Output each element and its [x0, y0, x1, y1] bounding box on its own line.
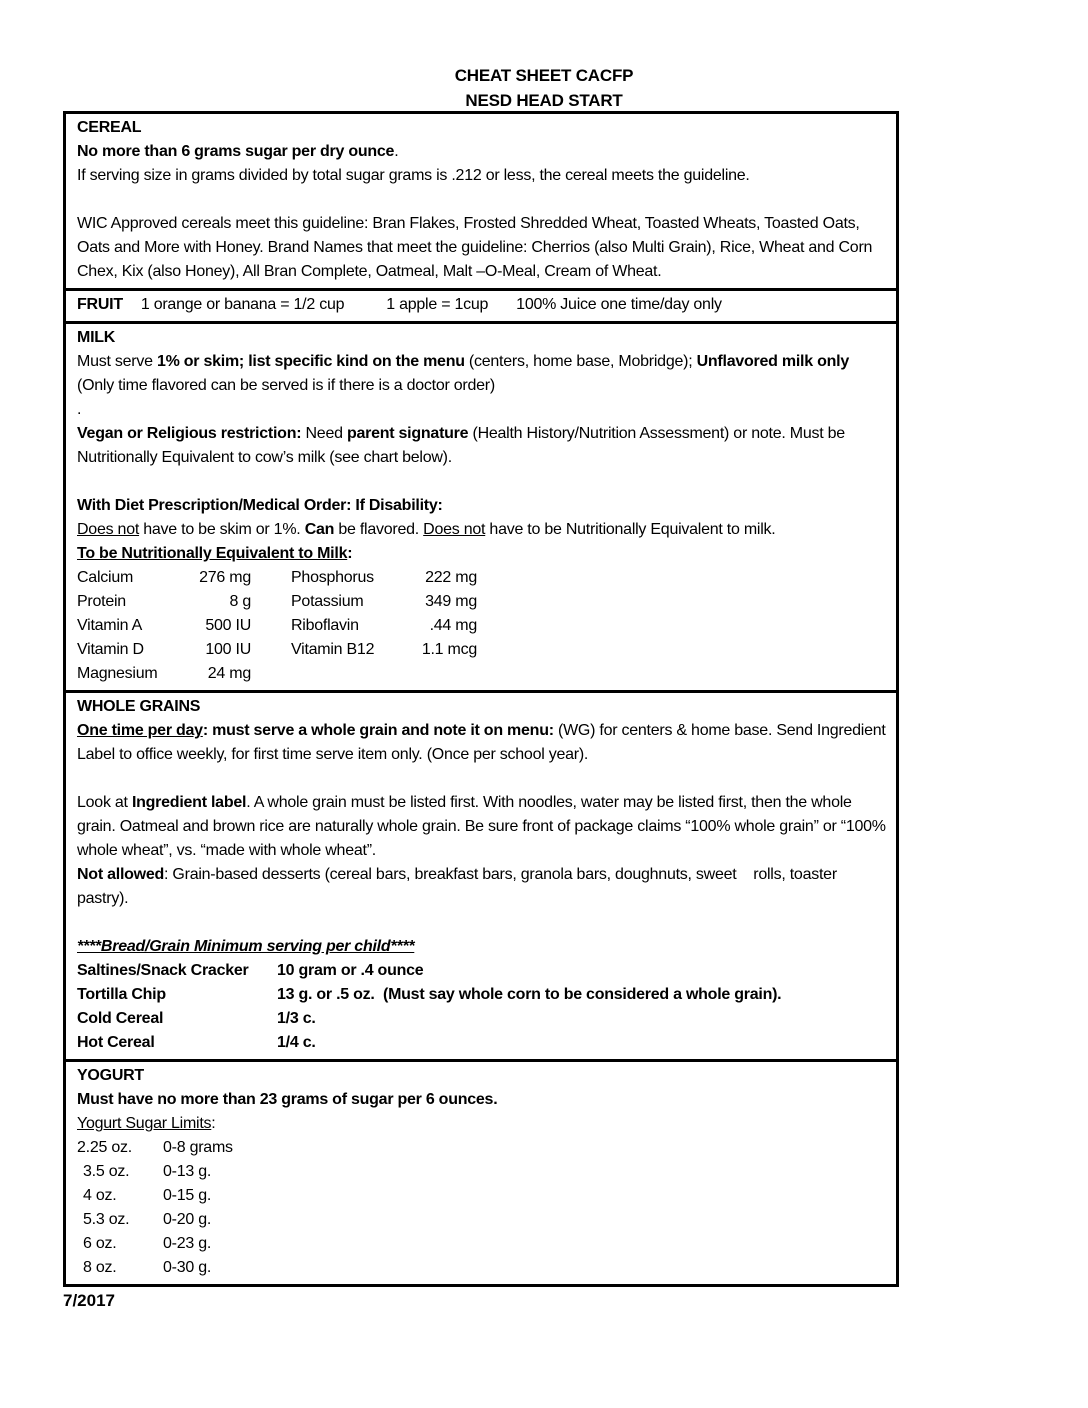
nutrient-name: Protein	[77, 593, 126, 610]
table-row	[77, 638, 886, 662]
table-row	[77, 983, 886, 1007]
heading-text: To be Nutritionally Equivalent to Milk	[77, 545, 348, 562]
yogurt-grams: 0-20 g.	[163, 1211, 212, 1228]
text-run: : must serve a whole grain and note it on menu:	[202, 722, 554, 739]
whole-grains-daily-rule	[77, 719, 890, 767]
heading-text: MILK	[77, 329, 116, 346]
nutrient-table	[77, 566, 886, 686]
serving-amount: 13 g. or .5 oz. (Must say whole corn to be considered a whole grain).	[277, 986, 782, 1003]
text-run: Need	[301, 425, 347, 442]
text-run: have to be Nutritionally Equivalent to milk.	[485, 521, 776, 538]
text-run: Must serve	[77, 353, 157, 370]
nutrient-name: Riboflavin	[291, 617, 359, 634]
yogurt-size: 6 oz.	[83, 1235, 117, 1252]
blank-line	[77, 188, 886, 212]
text-run: :	[211, 1115, 216, 1132]
yogurt-size: 5.3 oz.	[83, 1211, 130, 1228]
table-row	[77, 1232, 886, 1256]
title-line-2: NESD HEAD START	[465, 91, 623, 110]
nutrient-name: Phosphorus	[291, 569, 374, 586]
yogurt-limits-table	[77, 1136, 886, 1280]
section-milk	[66, 324, 896, 693]
table-row	[77, 1184, 886, 1208]
text-run: (Only time flavored can be served is if there is a doctor order)	[77, 353, 854, 394]
table-row	[77, 1160, 886, 1184]
heading-text: Yogurt Sugar Limits	[77, 1115, 212, 1132]
nutrient-value: 349 mg	[425, 593, 477, 610]
nutrient-value: 222 mg	[425, 569, 477, 586]
fruit-row	[77, 293, 886, 317]
text-run: Does not	[423, 521, 486, 538]
milk-diet-heading	[77, 494, 886, 518]
milk-equivalent-heading	[77, 542, 886, 566]
bread-grain-serving-table	[77, 959, 886, 1055]
bread-grain-heading	[77, 935, 886, 959]
text-run: (centers, home base, Mobridge);	[464, 353, 697, 370]
yogurt-limits-heading	[77, 1112, 886, 1136]
text-run: : Grain-based desserts (cereal bars, breakfast bars, granola bars, doughnuts, sweet rolls, toaster pastry).	[77, 866, 842, 907]
table-row	[77, 1256, 886, 1280]
table-row	[77, 662, 886, 686]
nutrient-value: 276 mg	[199, 569, 251, 586]
yogurt-grams: 0-30 g.	[163, 1259, 212, 1276]
cheat-sheet-table	[63, 111, 899, 1287]
heading-text: CEREAL	[77, 119, 142, 136]
nutrient-value	[411, 662, 477, 686]
text-run: Does not	[77, 521, 140, 538]
nutrient-name: Vitamin B12	[291, 641, 375, 658]
text-run: 1% or skim; list specific kind on the menu	[156, 353, 465, 370]
text-run: Must have no more than 23 grams of sugar per 6 ounces.	[77, 1091, 498, 1108]
text-run: One time per day	[77, 722, 203, 739]
nutrient-name: Vitamin A	[77, 617, 143, 634]
stray-period-line: .	[77, 401, 82, 418]
nutrient-value: 100 IU	[205, 641, 251, 658]
text-run: .	[394, 143, 399, 160]
yogurt-grams: 0-13 g.	[163, 1163, 212, 1180]
serving-item: Hot Cereal	[77, 1034, 155, 1051]
milk-vegan-paragraph	[77, 422, 886, 470]
text-run: parent signature	[346, 425, 469, 442]
section-whole-grains	[66, 693, 896, 1062]
section-fruit	[66, 291, 896, 324]
heading-text: WHOLE GRAINS	[77, 698, 201, 715]
whole-grains-heading	[77, 695, 886, 719]
whole-grains-label-paragraph	[77, 791, 890, 863]
nutrient-name: Calcium	[77, 569, 134, 586]
footer-date: 7/2017	[63, 1291, 115, 1310]
milk-serve-rule	[77, 350, 886, 398]
milk-heading	[77, 326, 886, 350]
serving-amount: 1/4 c.	[277, 1034, 316, 1051]
nutrient-value: .44 mg	[429, 617, 477, 634]
fruit-equivalence-2: 1 apple = 1cup	[386, 296, 489, 313]
heading-text: FRUIT	[77, 296, 123, 313]
nutrient-name: Magnesium	[77, 665, 158, 682]
nutrient-name	[291, 662, 411, 686]
text-run: Look at	[77, 794, 132, 811]
blank-line	[77, 470, 886, 494]
yogurt-grams: 0-23 g.	[163, 1235, 212, 1252]
text-run: Ingredient label	[131, 794, 247, 811]
nutrient-value: 8 g	[229, 593, 251, 610]
cereal-sugar-rule	[77, 140, 886, 164]
title-line-1: CHEAT SHEET CACFP	[454, 66, 634, 85]
text-run: be flavored.	[334, 521, 424, 538]
heading-text: With Diet Prescription/Medical Order: If Disability:	[77, 497, 443, 514]
section-yogurt	[66, 1062, 896, 1284]
nutrient-name: Potassium	[291, 593, 364, 610]
yogurt-grams: 0-15 g.	[163, 1187, 212, 1204]
yogurt-grams: 0-8 grams	[163, 1139, 233, 1156]
yogurt-size: 2.25 oz.	[77, 1139, 132, 1156]
text-run: Can	[304, 521, 335, 538]
section-cereal	[66, 114, 896, 291]
fruit-juice-rule: 100% Juice one time/day only	[516, 296, 722, 313]
whole-grains-not-allowed	[77, 863, 886, 911]
nutrient-value: 24 mg	[207, 665, 251, 682]
heading-text: YOGURT	[77, 1067, 144, 1084]
yogurt-sugar-rule	[77, 1088, 886, 1112]
text-run: . A whole grain must be listed first. With noodles, water may be listed first, then the whole grain. Oatmeal and brown rice are naturally whole grain. Be sure front of package claims “100% whole grain” or “100% whole wheat”, vs. “made with whole wheat”.	[77, 794, 890, 859]
table-row	[77, 1031, 886, 1055]
text-run: No more than 6 grams sugar per dry ounce	[77, 143, 395, 160]
blank-line	[77, 767, 886, 791]
text-run: have to be skim or 1%.	[139, 521, 305, 538]
document-title	[0, 63, 1088, 113]
milk-diet-rule	[77, 518, 886, 542]
text-run: Unflavored milk only	[696, 353, 849, 370]
serving-item: Cold Cereal	[77, 1010, 164, 1027]
fruit-equivalence-1: 1 orange or banana = 1/2 cup	[140, 296, 345, 313]
table-row	[77, 959, 886, 983]
table-row	[77, 1208, 886, 1232]
cereal-wic-paragraph: WIC Approved cereals meet this guideline: Bran Flakes, Frosted Shredded Wheat, Toasted Wheats, Toasted Oats, Oats and More with Honey. Brand Names that meet the guideline: Cherrios (also Multi Grain), Rice, Wheat and Corn Chex, Kix (also Honey), All Bran Complete, Oatmeal, Malt –O-Meal, Cream of Wheat.	[77, 215, 877, 280]
nutrient-value: 500 IU	[205, 617, 251, 634]
yogurt-size: 3.5 oz.	[83, 1163, 130, 1180]
nutrient-value: 1.1 mcg	[421, 641, 477, 658]
table-row	[77, 590, 886, 614]
table-row	[77, 1007, 886, 1031]
serving-item: Tortilla Chip	[77, 986, 166, 1003]
text-run: (Health History/Nutrition Assessment) or note. Must be Nutritionally Equivalent to cow’s milk (see chart below).	[77, 425, 850, 466]
blank-line	[77, 911, 886, 935]
text-run: (WG) for centers & home base. Send Ingredient Label to office weekly, for first time serve item only. (Once per school year).	[77, 722, 890, 763]
heading-text: ****Bread/Grain Minimum serving per child****	[77, 938, 415, 955]
text-run: :	[347, 545, 353, 562]
table-row	[77, 566, 886, 590]
nutrient-name: Vitamin D	[77, 641, 144, 658]
text-run: Vegan or Religious restriction:	[77, 425, 302, 442]
yogurt-size: 8 oz.	[83, 1259, 117, 1276]
serving-item: Saltines/Snack Cracker	[77, 962, 249, 979]
cereal-guideline-calc: If serving size in grams divided by total sugar grams is .212 or less, the cereal meets the guideline.	[77, 167, 750, 184]
yogurt-heading	[77, 1064, 886, 1088]
table-row	[77, 614, 886, 638]
serving-amount: 10 gram or .4 ounce	[277, 962, 424, 979]
serving-amount: 1/3 c.	[277, 1010, 316, 1027]
text-run: Not allowed	[77, 866, 165, 883]
table-row	[77, 1136, 886, 1160]
yogurt-size: 4 oz.	[83, 1187, 117, 1204]
cereal-heading	[77, 116, 886, 140]
